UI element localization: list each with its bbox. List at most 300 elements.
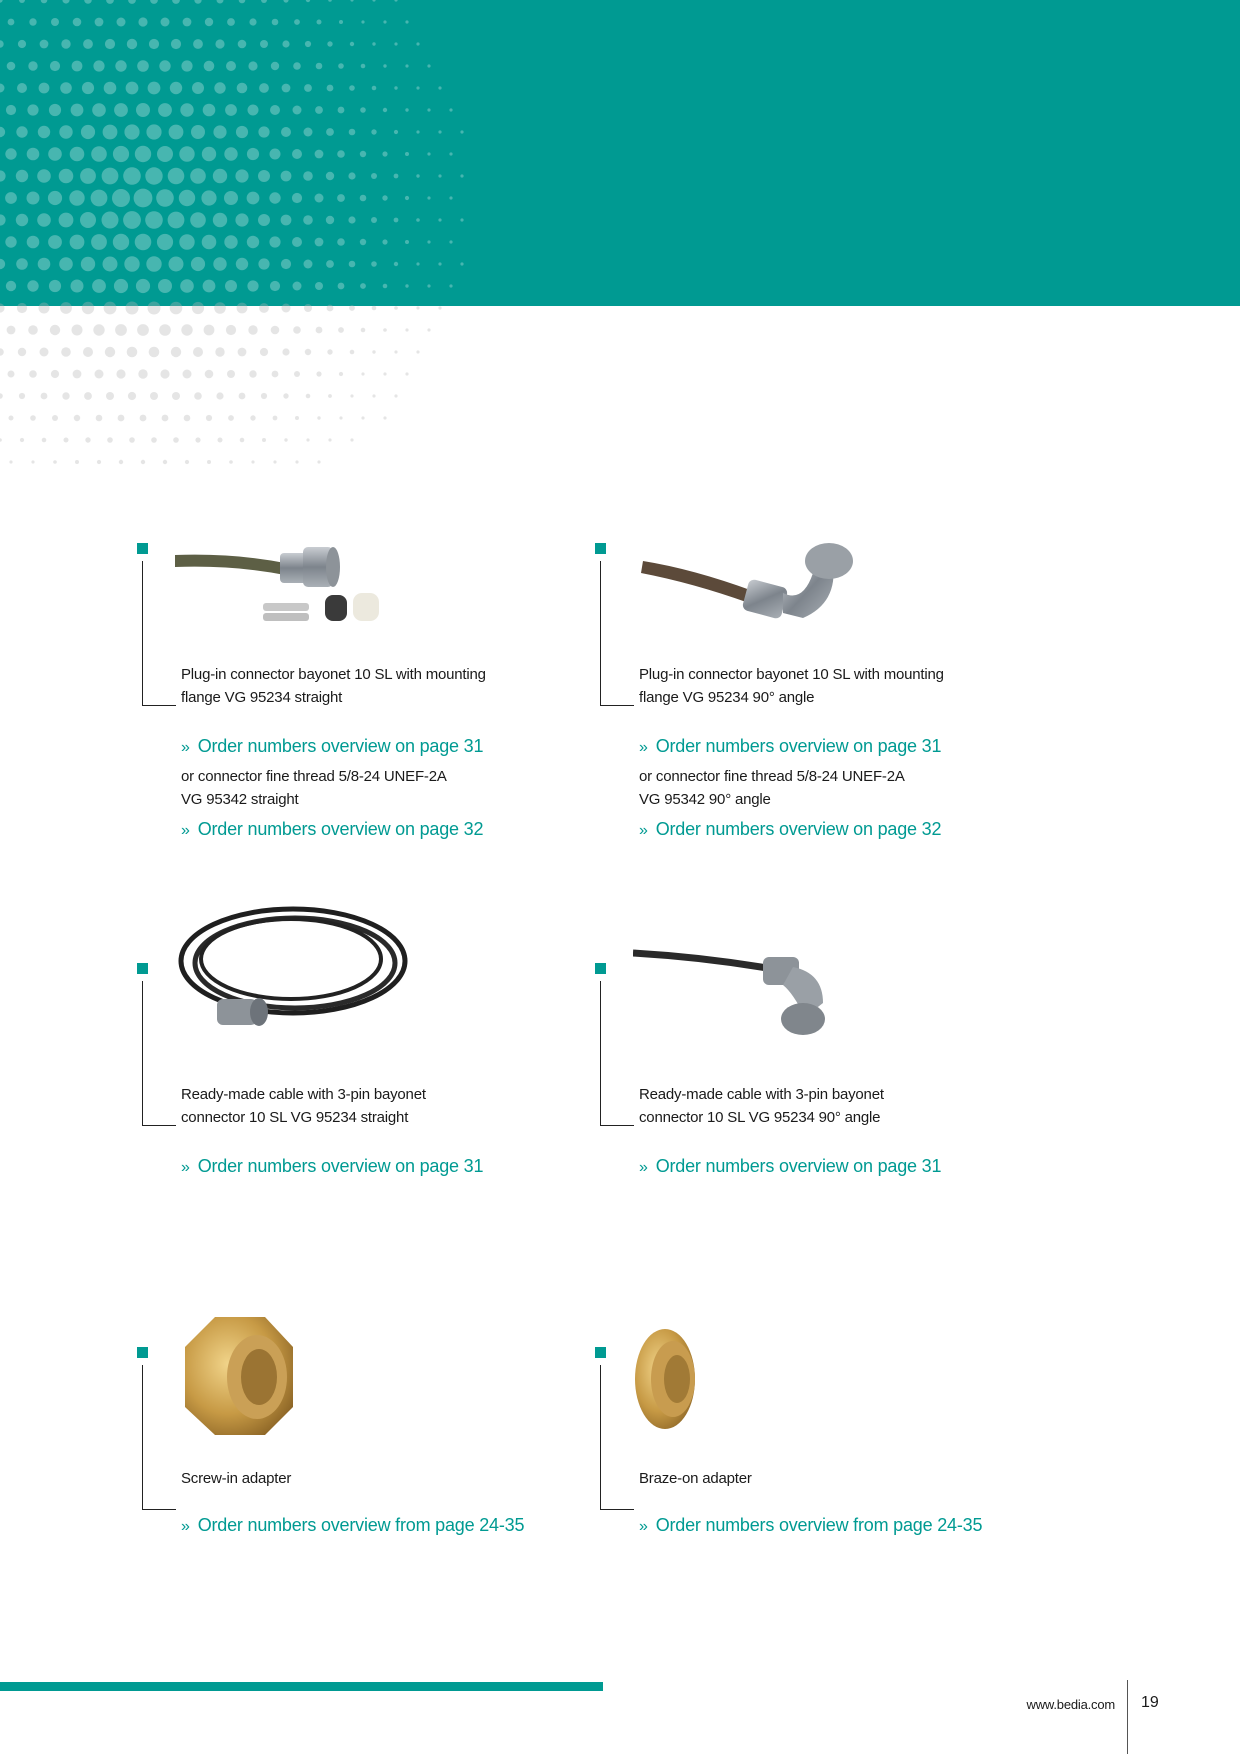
- product-alternative-description: or connector fine thread 5/8-24 UNEF-2A VG 95342 90° angle: [639, 768, 905, 808]
- decorative-dot: [31, 460, 34, 463]
- decorative-dot: [172, 392, 180, 400]
- decorative-dot: [0, 214, 6, 225]
- decorative-dot: [292, 149, 302, 159]
- decorative-dot: [191, 257, 205, 271]
- decorative-dot: [248, 325, 257, 334]
- decorative-dot: [61, 347, 71, 357]
- decorative-dot: [394, 86, 397, 89]
- decorative-dot: [438, 130, 441, 133]
- decorative-dot: [261, 393, 267, 399]
- decorative-dot: [183, 18, 192, 27]
- product-alternative-description: or connector fine thread 5/8-24 UNEF-2A VG 95342 straight: [181, 768, 447, 808]
- decorative-dot: [73, 18, 82, 27]
- decorative-dot: [0, 170, 6, 181]
- product-description: Ready-made cable with 3-pin bayonet connector 10 SL VG 95234 90° angle: [639, 1086, 884, 1126]
- chevron-right-icon: »: [639, 739, 648, 756]
- decorative-dot: [460, 130, 463, 133]
- product-cable-angle: [595, 963, 1035, 1323]
- decorative-dot: [315, 238, 324, 247]
- decorative-dot: [306, 0, 310, 2]
- decorative-dot: [148, 82, 161, 95]
- decorative-dot: [248, 105, 259, 116]
- decorative-dot: [294, 19, 300, 25]
- decorative-dot: [383, 416, 386, 419]
- decorative-dot: [28, 325, 38, 335]
- decorative-dot: [169, 257, 184, 272]
- decorative-dot: [104, 82, 117, 95]
- decorative-dot: [169, 125, 184, 140]
- product-description: Plug-in connector bayonet 10 SL with mounting flange VG 95234 90° angle: [639, 666, 944, 706]
- decorative-dot: [0, 84, 5, 93]
- bracket-line: [142, 981, 176, 1126]
- bracket-line: [600, 981, 634, 1126]
- decorative-dot: [371, 173, 377, 179]
- decorative-dot: [9, 460, 12, 463]
- decorative-dot: [416, 218, 420, 222]
- decorative-dot: [137, 60, 149, 72]
- decorative-dot: [383, 372, 386, 375]
- decorative-dot: [6, 105, 16, 115]
- decorative-dot: [201, 190, 216, 205]
- decorative-dot: [337, 194, 345, 202]
- decorative-dot: [170, 82, 182, 94]
- decorative-dot: [179, 190, 195, 206]
- decorative-dot: [192, 302, 204, 314]
- decorative-dot: [427, 328, 430, 331]
- decorative-dot: [168, 212, 185, 229]
- decorative-dot: [95, 370, 104, 379]
- decorative-dot: [282, 348, 289, 355]
- decorative-dot: [258, 170, 270, 182]
- decorative-dot: [271, 62, 279, 70]
- decorative-dot: [181, 324, 192, 335]
- decorative-dot: [427, 284, 430, 287]
- decorative-dot: [49, 280, 61, 292]
- decorative-dot: [251, 460, 254, 463]
- decorative-dot: [227, 370, 235, 378]
- decorative-dot: [416, 306, 419, 309]
- decorative-dot: [259, 303, 269, 313]
- order-link-page-31[interactable]: » Order numbers overview on page 31: [181, 1156, 484, 1176]
- product-description: Braze-on adapter: [639, 1470, 752, 1487]
- decorative-dot: [383, 108, 387, 112]
- decorative-dot: [295, 416, 299, 420]
- decorative-dot: [96, 415, 103, 422]
- decorative-dot: [126, 82, 139, 95]
- decorative-dot: [294, 371, 300, 377]
- decorative-dot: [281, 127, 291, 137]
- decorative-dot: [247, 192, 260, 205]
- decorative-dot-pattern: [0, 0, 500, 500]
- decorative-dot: [303, 171, 313, 181]
- decorative-dot: [339, 20, 343, 24]
- decorative-dot: [225, 280, 237, 292]
- decorative-dot: [179, 234, 194, 249]
- decorative-dot: [69, 190, 84, 205]
- decorative-dot: [305, 349, 311, 355]
- decorative-dot: [203, 280, 216, 293]
- decorative-dot: [82, 302, 94, 314]
- section-marker: [595, 1347, 606, 1358]
- decorative-dot: [427, 240, 430, 243]
- decorative-dot: [207, 460, 211, 464]
- decorative-dot: [360, 107, 366, 113]
- decorative-dot: [449, 284, 452, 287]
- decorative-dot: [405, 240, 409, 244]
- decorative-dot: [215, 347, 224, 356]
- decorative-dot: [247, 236, 259, 248]
- decorative-dot: [284, 438, 287, 441]
- decorative-dot: [394, 306, 398, 310]
- decorative-dot: [93, 324, 104, 335]
- braze-on-adapter-image: [633, 1325, 733, 1445]
- decorative-dot: [60, 302, 72, 314]
- decorative-dot: [338, 107, 345, 114]
- decorative-dot: [159, 60, 170, 71]
- decorative-dot: [180, 279, 194, 293]
- order-link-page-31[interactable]: » Order numbers overview on page 31: [181, 736, 484, 756]
- decorative-dot: [449, 152, 452, 155]
- plug-in-connector-angle-image: [633, 533, 883, 653]
- decorative-dot: [316, 63, 323, 70]
- decorative-dot: [225, 104, 237, 116]
- decorative-dot: [151, 437, 157, 443]
- decorative-dot: [326, 128, 334, 136]
- decorative-dot: [97, 460, 101, 464]
- decorative-dot: [416, 86, 419, 89]
- decorative-dot: [140, 415, 147, 422]
- decorative-dot: [315, 194, 324, 203]
- decorative-dot: [136, 279, 150, 293]
- decorative-dot: [337, 238, 345, 246]
- decorative-dot: [327, 305, 334, 312]
- decorative-dot: [416, 350, 419, 353]
- decorative-dot: [29, 18, 36, 25]
- decorative-dot: [51, 18, 59, 26]
- decorative-dot: [92, 279, 106, 293]
- decorative-dot: [214, 302, 226, 314]
- product-plug-in-angle: [595, 543, 1035, 903]
- decorative-dot: [282, 84, 291, 93]
- decorative-dot: [449, 240, 452, 243]
- decorative-dot: [50, 61, 60, 71]
- decorative-dot: [239, 393, 246, 400]
- decorative-dot: [427, 64, 430, 67]
- plug-in-connector-straight-image: [175, 533, 425, 653]
- decorative-dot: [350, 350, 355, 355]
- decorative-dot: [173, 437, 179, 443]
- decorative-dot: [416, 174, 419, 177]
- decorative-dot: [27, 148, 40, 161]
- decorative-dot: [150, 392, 158, 400]
- decorative-dot: [27, 280, 38, 291]
- product-description: Ready-made cable with 3-pin bayonet connector 10 SL VG 95234 straight: [181, 1086, 426, 1126]
- decorative-dot: [6, 281, 16, 291]
- decorative-dot: [48, 235, 62, 249]
- decorative-dot: [328, 394, 332, 398]
- decorative-dot: [115, 60, 126, 71]
- decorative-dot: [118, 415, 125, 422]
- decorative-dot: [39, 83, 50, 94]
- decorative-dot: [247, 280, 258, 291]
- decorative-dot: [205, 18, 213, 26]
- decorative-dot: [293, 326, 301, 334]
- decorative-dot: [460, 262, 463, 265]
- decorative-dot: [260, 348, 268, 356]
- decorative-dot: [270, 105, 280, 115]
- decorative-dot: [136, 103, 150, 117]
- decorative-dot: [129, 437, 135, 443]
- product-braze-on-adapter: [595, 1347, 1035, 1707]
- decorative-dot: [238, 348, 247, 357]
- decorative-dot: [394, 174, 399, 179]
- decorative-dot: [281, 215, 292, 226]
- page-number: 19: [1141, 1694, 1159, 1711]
- decorative-dot: [128, 392, 136, 400]
- decorative-dot: [360, 239, 366, 245]
- decorative-dot: [224, 147, 237, 160]
- decorative-dot: [72, 325, 83, 336]
- decorative-dot: [0, 127, 5, 137]
- decorative-dot: [119, 460, 123, 464]
- decorative-dot: [0, 259, 5, 269]
- decorative-dot: [71, 104, 84, 117]
- decorative-dot: [326, 172, 334, 180]
- decorative-dot: [315, 106, 323, 114]
- decorative-dot: [194, 392, 202, 400]
- decorative-dot: [239, 0, 246, 3]
- decorative-dot: [216, 392, 223, 399]
- chevron-right-icon: »: [639, 822, 648, 839]
- decorative-dot: [138, 17, 147, 26]
- order-link-page-24-35[interactable]: » Order numbers overview from page 24-35: [639, 1515, 983, 1535]
- decorative-dot: [273, 460, 276, 463]
- decorative-dot: [80, 168, 96, 184]
- decorative-dot: [405, 328, 408, 331]
- section-marker: [137, 543, 148, 554]
- decorative-dot: [16, 258, 28, 270]
- decorative-dot: [304, 84, 312, 92]
- decorative-dot: [16, 126, 27, 137]
- chevron-right-icon: »: [181, 1518, 190, 1535]
- footer-website-link[interactable]: www.bedia.com: [1026, 1697, 1115, 1712]
- decorative-dot: [158, 103, 172, 117]
- decorative-dot: [205, 370, 214, 379]
- decorative-dot: [237, 303, 248, 314]
- decorative-dot: [427, 196, 430, 199]
- decorative-dot: [204, 325, 215, 336]
- decorative-dot: [349, 85, 355, 91]
- decorative-dot: [114, 103, 128, 117]
- decorative-dot: [217, 0, 224, 4]
- decorative-dot: [41, 0, 48, 3]
- chevron-right-icon: »: [639, 1159, 648, 1176]
- decorative-dot: [206, 415, 212, 421]
- decorative-dot: [85, 437, 90, 442]
- decorative-dot: [71, 280, 84, 293]
- decorative-dot: [282, 304, 291, 313]
- decorative-dot: [102, 168, 119, 185]
- decorative-dot: [382, 239, 387, 244]
- decorative-dot: [338, 327, 344, 333]
- decorative-dot: [304, 304, 312, 312]
- decorative-dot: [0, 438, 2, 442]
- decorative-dot: [168, 168, 185, 185]
- decorative-dot: [60, 82, 72, 94]
- decorative-dot: [283, 393, 288, 398]
- decorative-dot: [438, 174, 441, 177]
- decorative-dot: [19, 393, 25, 399]
- decorative-dot: [394, 0, 397, 2]
- decorative-dot: [170, 302, 183, 315]
- decorative-dot: [190, 168, 206, 184]
- decorative-dot: [202, 147, 216, 161]
- decorative-dot: [64, 438, 69, 443]
- decorative-dot: [224, 235, 237, 248]
- decorative-dot: [372, 350, 375, 353]
- decorative-dot: [117, 18, 126, 27]
- order-link-page-31[interactable]: » Order numbers overview on page 31: [639, 736, 942, 756]
- decorative-dot: [123, 167, 141, 185]
- decorative-dot: [104, 302, 117, 315]
- decorative-dot: [7, 62, 16, 71]
- decorative-dot: [327, 85, 334, 92]
- decorative-dot: [394, 42, 397, 45]
- decorative-dot: [281, 171, 292, 182]
- decorative-dot: [80, 212, 96, 228]
- decorative-dot: [48, 147, 62, 161]
- decorative-dot: [62, 392, 69, 399]
- decorative-dot: [226, 61, 236, 71]
- decorative-dot: [438, 262, 441, 265]
- decorative-dot: [293, 282, 302, 291]
- decorative-dot: [16, 214, 28, 226]
- decorative-dot: [228, 415, 234, 421]
- decorative-dot: [0, 393, 3, 399]
- order-link-page-32[interactable]: » Order numbers overview on page 32: [639, 819, 942, 839]
- decorative-dot: [226, 325, 236, 335]
- decorative-dot: [306, 438, 309, 441]
- decorative-dot: [59, 169, 74, 184]
- decorative-dot: [17, 83, 27, 93]
- decorative-dot: [338, 283, 345, 290]
- decorative-dot: [70, 147, 85, 162]
- product-plug-in-straight: [137, 543, 577, 903]
- decorative-dot: [92, 103, 106, 117]
- decorative-dot: [19, 0, 25, 3]
- decorative-dot: [235, 213, 248, 226]
- decorative-dot: [427, 108, 430, 111]
- decorative-dot: [171, 347, 181, 357]
- decorative-dot: [306, 394, 311, 399]
- decorative-dot: [259, 83, 269, 93]
- decorative-dot: [229, 460, 233, 464]
- decorative-dot: [135, 146, 151, 162]
- decorative-dot: [107, 437, 113, 443]
- decorative-dot: [372, 306, 377, 311]
- decorative-dot: [382, 151, 387, 156]
- decorative-dot: [227, 18, 235, 26]
- decorative-dot: [249, 370, 256, 377]
- decorative-dot: [405, 64, 408, 67]
- decorative-dot: [106, 0, 114, 4]
- decorative-dot: [158, 279, 172, 293]
- decorative-dot: [0, 0, 3, 3]
- decorative-dot: [224, 191, 238, 205]
- decorative-dot: [258, 126, 269, 137]
- decorative-dot: [38, 258, 51, 271]
- decorative-dot: [337, 150, 345, 158]
- decorative-dot: [84, 0, 92, 4]
- decorative-dot: [0, 303, 5, 312]
- decorative-dot: [316, 371, 321, 376]
- decorative-dot: [293, 106, 302, 115]
- section-marker: [595, 963, 606, 974]
- decorative-dot: [183, 370, 192, 379]
- decorative-dot: [28, 61, 37, 70]
- decorative-dot: [339, 416, 342, 419]
- decorative-dot: [124, 124, 139, 139]
- decorative-dot: [361, 64, 366, 69]
- decorative-dot: [383, 284, 388, 289]
- decorative-dot: [137, 324, 149, 336]
- decorative-dot: [5, 236, 16, 247]
- decorative-dot: [59, 125, 72, 138]
- section-marker: [137, 1347, 148, 1358]
- decorative-dot: [123, 211, 141, 229]
- decorative-dot: [416, 262, 419, 265]
- decorative-dot: [270, 149, 281, 160]
- decorative-dot: [70, 235, 85, 250]
- decorative-dot: [304, 260, 313, 269]
- order-link-page-24-35[interactable]: » Order numbers overview from page 24-35: [181, 1515, 525, 1535]
- decorative-dot: [157, 146, 173, 162]
- decorative-dot: [27, 192, 40, 205]
- decorative-dot: [185, 460, 189, 464]
- order-link-page-31[interactable]: » Order numbers overview on page 31: [639, 1156, 942, 1176]
- decorative-dot: [371, 129, 376, 134]
- decorative-dot: [157, 234, 173, 250]
- decorative-dot: [405, 20, 408, 23]
- product-cable-straight: [137, 963, 577, 1323]
- decorative-dot: [124, 256, 139, 271]
- decorative-dot: [317, 416, 320, 419]
- decorative-dot: [184, 415, 191, 422]
- decorative-dot: [59, 257, 73, 271]
- decorative-dot: [5, 148, 16, 159]
- decorative-dot: [272, 371, 279, 378]
- decorative-dot: [163, 460, 167, 464]
- decorative-dot: [116, 369, 125, 378]
- decorative-dot: [269, 236, 280, 247]
- decorative-dot: [83, 347, 93, 357]
- footer-accent-bar: [0, 1682, 603, 1691]
- decorative-dot: [61, 39, 70, 48]
- decorative-dot: [171, 39, 181, 49]
- decorative-dot: [203, 104, 216, 117]
- decorative-dot: [150, 0, 158, 4]
- decorative-dot: [146, 256, 161, 271]
- decorative-dot: [59, 213, 74, 228]
- decorative-dot: [156, 189, 174, 207]
- decorative-dot: [394, 262, 398, 266]
- order-link-page-32[interactable]: » Order numbers overview on page 32: [181, 819, 484, 839]
- decorative-dot: [213, 125, 226, 138]
- decorative-dot: [258, 214, 270, 226]
- decorative-dot: [282, 40, 289, 47]
- decorative-dot: [127, 347, 138, 358]
- decorative-dot: [361, 20, 364, 23]
